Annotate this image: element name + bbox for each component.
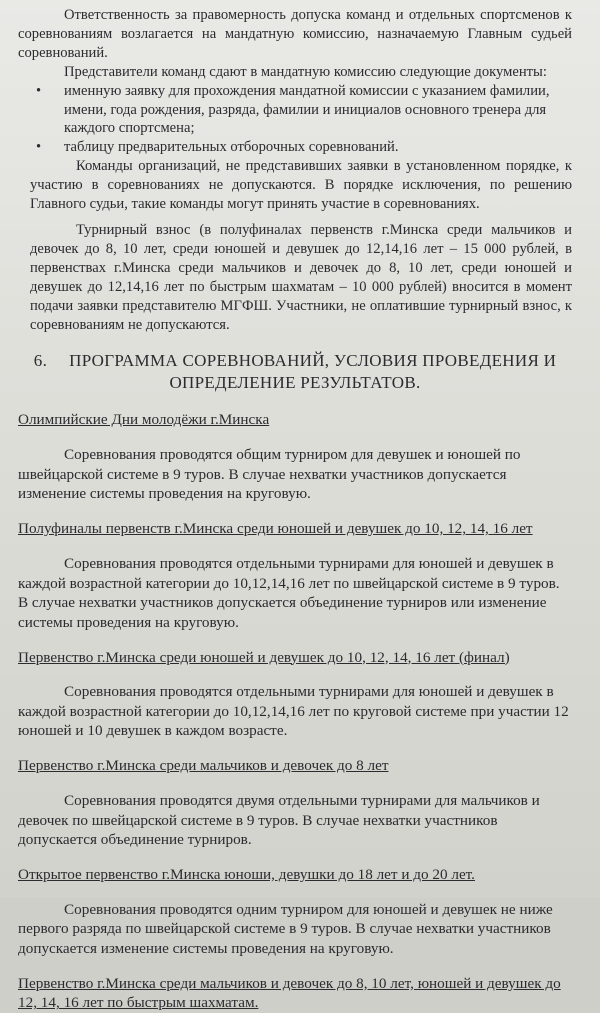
list-item: • именную заявку для прохождения мандатной комиссии с указанием фамилии, имени, года рождения, разряда, фамилии и инициалов основного тренера для каждого спортсмена;: [36, 82, 550, 137]
bullet-icon: •: [36, 139, 42, 156]
paragraph-tournament-fee: Турнирный взнос (в полуфиналах первенств г.Минска среди мальчиков и девочек до 8, 10 лет, среди юношей и девушек до 12,14,16 лет – 15 000 рублей, в первенствах г.Минска среди мальчиков и девочек до 8, 10 лет, среди юношей и девушек до 12,14,16 лет по быстрым шахматам – 10 000 рублей) вносится в момент подачи заявки представителю МГФШ. Участники, не оплатившие турнирный взнос, к соревнованиям не допускаются.: [30, 221, 572, 333]
section-number: 6.: [33, 351, 48, 371]
event-text-final: Соревнования проводятся отдельными турнирами для юношей и девушек в каждой возрастной категории до 10,12,14,16 лет по круговой системе при участии 12 юношей и 10 девушек в каждом возрасте.: [18, 683, 569, 740]
event-text-olympic-days: Соревнования проводятся общим турниром для девушек и юношей по швейцарской системе в 9 туров. В случае нехватки участников допускается изменение системы проведения на круговую.: [18, 446, 521, 503]
event-text-under-8: Соревнования проводятся двумя отдельными турнирами для мальчиков и девочек по швейцарской системе в 9 туров. В случае нехватки участников допускается объединение турниров.: [18, 792, 540, 849]
event-text-open-18-20: Соревнования проводятся одним турниром для юношей и девушек не ниже первого разряда по швейцарской системе в 9 туров. В случае нехватки участников допускается изменение системы проведения на круговую.: [18, 900, 553, 957]
section-title: [18, 350, 572, 394]
section-title-line2: ОПРЕДЕЛЕНИЕ РЕЗУЛЬТАТОВ.: [169, 373, 421, 393]
event-text-semifinals: Соревнования проводятся отдельными турнирами для юношей и девушек в каждой возрастной категории до 10,12,14,16 лет по швейцарской системе в 9 туров. В случае нехватки участников допускается объединение турниров или изменение системы проведения на круговую.: [18, 554, 560, 631]
paragraph-mandate-commission: Ответственность за правомерность допуска команд и отдельных спортсменов к соревнованиям возлагается на мандатную комиссию, назначаемую Главным судьей соревнований.: [18, 7, 572, 61]
event-heading-olympic-days: Олимпийские Дни молодёжи г.Минска: [18, 411, 270, 429]
event-heading-under-8: Первенство г.Минска среди мальчиков и девочек до 8 лет: [18, 757, 389, 775]
paragraph-applications: Команды организаций, не представивших заявки в установленном порядке, к участию в соревнованиях не допускаются. В порядке исключения, по решению Главного судьи, такие команды могут принять участие в соревнованиях.: [30, 158, 572, 213]
list-item: • таблицу предварительных отборочных соревнований.: [36, 139, 399, 156]
event-heading-final: Первенство г.Минска среди юношей и девушек до 10, 12, 14, 16 лет (финал): [18, 648, 510, 666]
documents-list: [18, 82, 572, 158]
event-heading-rapid-chess: Первенство г.Минска среди мальчиков и девочек до 8, 10 лет, юношей и девушек до 12, 14, 16 лет по быстрым шахматам.: [18, 974, 561, 1012]
event-heading-semifinals: Полуфиналы первенств г.Минска среди юношей и девушек до 10, 12, 14, 16 лет: [18, 520, 533, 538]
paragraph-documents-intro: Представители команд сдают в мандатную комиссию следующие документы:: [64, 63, 547, 80]
bullet-icon: •: [36, 82, 42, 99]
section-title-line1: ПРОГРАММА СОРЕВНОВАНИЙ, УСЛОВИЯ ПРОВЕДЕНИЯ И: [69, 351, 557, 371]
event-heading-open-18-20: Открытое первенство г.Минска юноши, девушки до 18 лет и до 20 лет.: [18, 866, 475, 883]
